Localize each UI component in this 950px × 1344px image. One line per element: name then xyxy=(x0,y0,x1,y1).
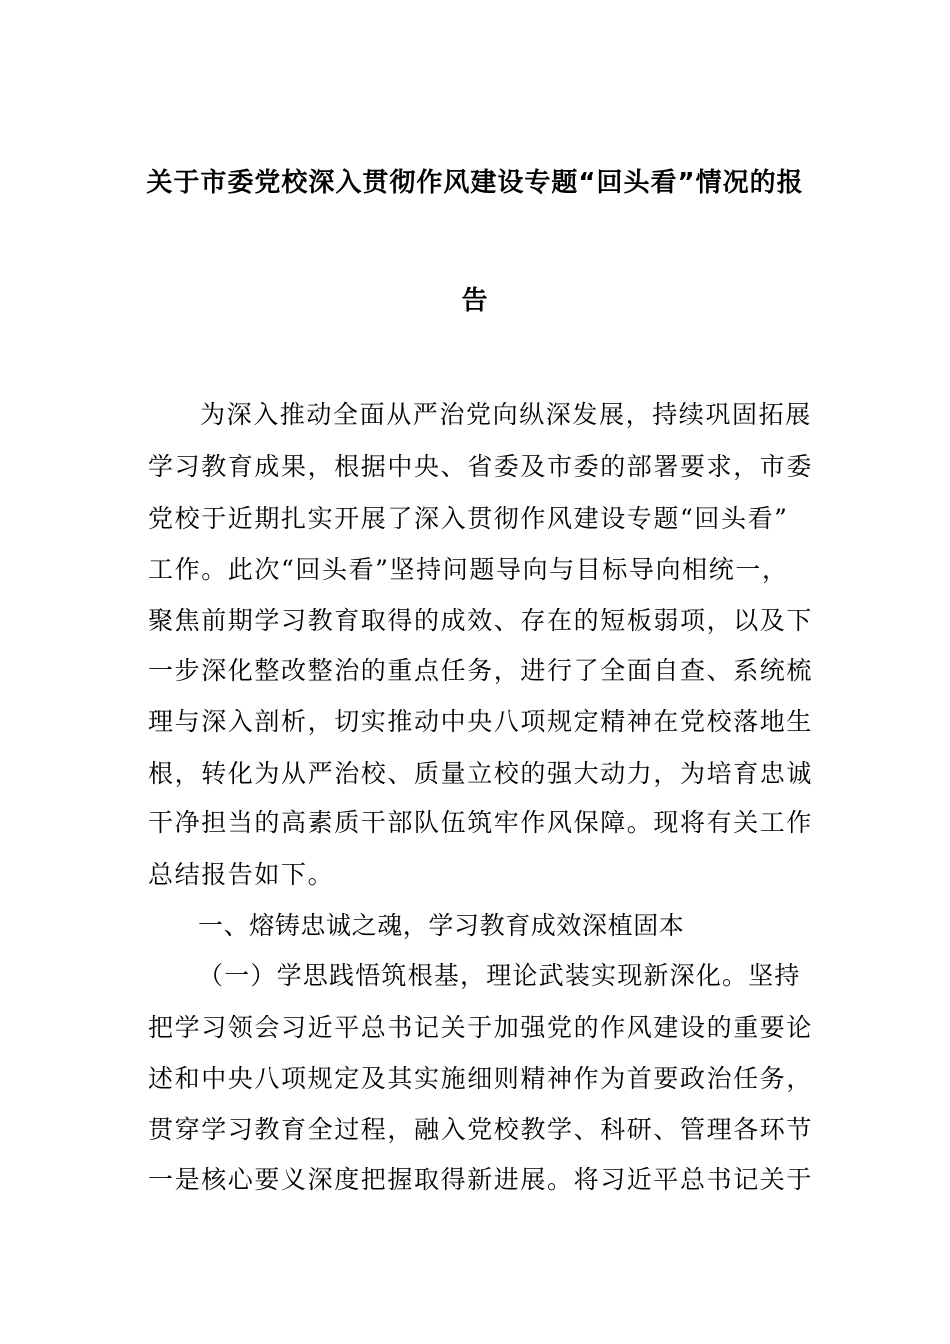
intro-paragraph-line: 干净担当的高素质干部队伍筑牢作风保障。现将有关工作 xyxy=(148,808,814,837)
section-paragraph-line: 贯穿学习教育全过程，融入党校教学、科研、管理各环节 xyxy=(148,1115,814,1144)
section-paragraph-line: 一是核心要义深度把握取得新进展。将习近平总书记关于 xyxy=(148,1165,814,1194)
section-paragraph-line: 把学习领会习近平总书记关于加强党的作风建设的重要论 xyxy=(148,1013,814,1042)
section-paragraph-line: （一）学思践悟筑根基，理论武装实现新深化。坚持 xyxy=(198,961,801,990)
intro-paragraph-line: 聚焦前期学习教育取得的成效、存在的短板弱项，以及下 xyxy=(148,606,814,635)
intro-paragraph-line: 学习教育成果，根据中央、省委及市委的部署要求，市委 xyxy=(148,452,814,481)
intro-paragraph-line: 根，转化为从严治校、质量立校的强大动力，为培育忠诚 xyxy=(148,759,814,788)
intro-paragraph-line: 工作。此次“回头看”坚持问题导向与目标导向相统一， xyxy=(148,555,789,584)
document-title-line-2: 告 xyxy=(461,286,489,316)
intro-paragraph-line: 理与深入剖析，切实推动中央八项规定精神在党校落地生 xyxy=(148,707,814,736)
section-heading: 一、熔铸忠诚之魂，学习教育成效深植固本 xyxy=(198,911,685,940)
document-title-line-1: 关于市委党校深入贯彻作风建设专题“回头看”情况的报 xyxy=(146,168,804,198)
intro-paragraph-line: 总结报告如下。 xyxy=(148,860,335,889)
section-paragraph-line: 述和中央八项规定及其实施细则精神作为首要政治任务， xyxy=(148,1064,814,1093)
intro-paragraph-line: 一步深化整改整治的重点任务，进行了全面自查、系统梳 xyxy=(148,656,814,685)
intro-paragraph-line: 党校于近期扎实开展了深入贯彻作风建设专题“回头看” xyxy=(148,504,789,533)
intro-paragraph-line: 为深入推动全面从严治党向纵深发展，持续巩固拓展 xyxy=(200,400,812,429)
